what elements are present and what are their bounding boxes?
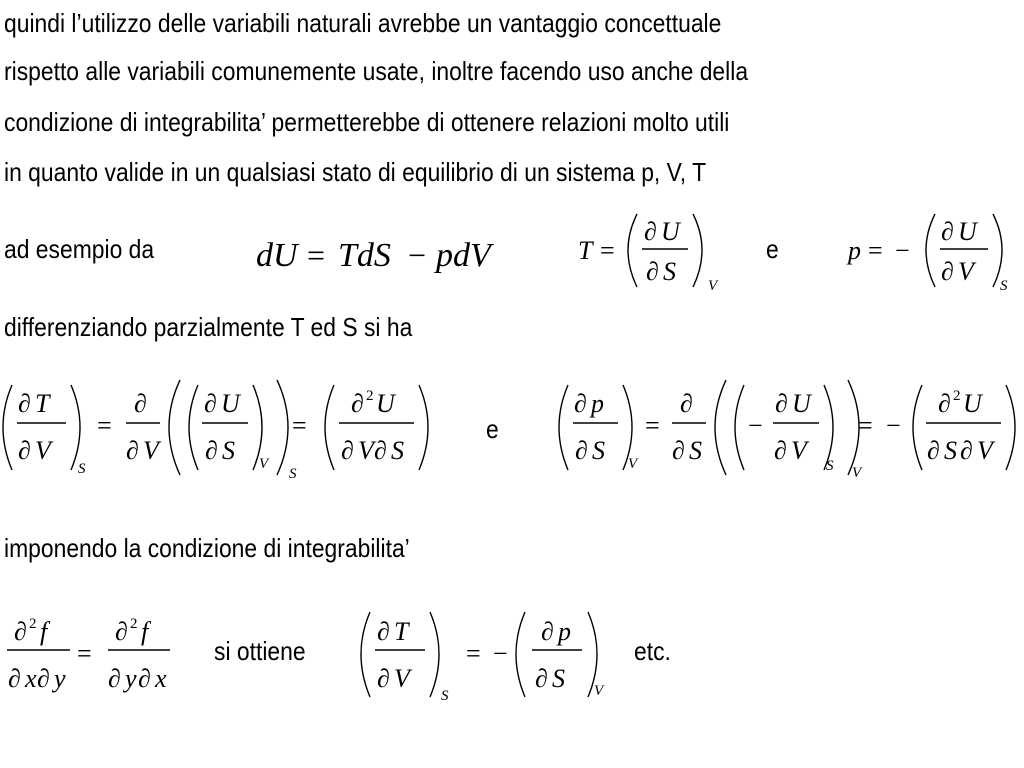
svg-text:∂: ∂	[204, 389, 217, 418]
svg-text:S: S	[663, 257, 676, 286]
svg-text:∂: ∂	[680, 389, 693, 418]
svg-text:y: y	[54, 664, 66, 693]
svg-text:−: −	[895, 236, 910, 265]
svg-text:S: S	[944, 436, 957, 465]
svg-text:2: 2	[130, 616, 138, 632]
svg-text:∂: ∂	[377, 664, 390, 693]
svg-text:p: p	[848, 236, 861, 265]
equation-integrability	[7, 616, 170, 693]
svg-text:V: V	[358, 436, 374, 465]
svg-text:T: T	[578, 236, 593, 265]
svg-text:∂: ∂	[941, 257, 954, 286]
svg-text:=: =	[292, 411, 307, 440]
svg-text:2: 2	[29, 616, 37, 632]
svg-text:∂: ∂	[775, 389, 788, 418]
svg-text:V: V	[708, 278, 718, 294]
svg-text:x: x	[25, 664, 37, 693]
svg-text:∂: ∂	[126, 436, 139, 465]
svg-text:V: V	[958, 257, 974, 286]
svg-text:∂: ∂	[205, 436, 218, 465]
svg-text:∂: ∂	[37, 664, 50, 693]
svg-text:=: =	[307, 237, 326, 273]
svg-text:∂: ∂	[941, 217, 954, 246]
svg-text:∂: ∂	[138, 664, 151, 693]
equation-mixed-2	[559, 380, 1015, 481]
svg-text:S: S	[78, 461, 86, 477]
svg-text:=: =	[868, 236, 883, 265]
svg-text:T: T	[35, 389, 50, 418]
svg-text:V: V	[259, 456, 269, 472]
svg-text:U: U	[221, 389, 240, 418]
svg-text:−: −	[748, 411, 763, 440]
svg-text:U: U	[963, 389, 982, 418]
svg-text:∂: ∂	[8, 664, 21, 693]
svg-text:S: S	[391, 436, 404, 465]
svg-text:y: y	[125, 664, 137, 693]
svg-text:S: S	[689, 436, 702, 465]
svg-text:p: p	[558, 617, 571, 646]
svg-text:=: =	[466, 639, 481, 668]
obtain-text: si ottiene	[214, 636, 306, 666]
connector-e-2: e	[486, 414, 499, 444]
svg-text:∂: ∂	[18, 389, 31, 418]
connector-e-1: e	[766, 234, 779, 264]
svg-text:∂: ∂	[377, 617, 390, 646]
imposing-text: imponendo la condizione di integrabilita’	[4, 533, 410, 563]
differentiating-text: differenziando parzialmente T ed S si ha	[4, 312, 413, 342]
svg-text:∂: ∂	[341, 436, 354, 465]
svg-text:∂: ∂	[672, 436, 685, 465]
svg-text:x: x	[155, 664, 167, 693]
svg-text:U: U	[661, 217, 680, 246]
svg-text:∂: ∂	[351, 389, 364, 418]
svg-text:f: f	[141, 617, 149, 646]
svg-text:2: 2	[953, 388, 961, 404]
svg-text:=: =	[77, 639, 92, 668]
svg-text:V: V	[852, 465, 862, 481]
text-line-3: condizione di integrabilita’ permetterebbe di ottenere relazioni molto utili	[4, 107, 730, 137]
equation-p	[846, 214, 1008, 294]
equation-du	[256, 237, 495, 274]
equation-result	[361, 612, 605, 704]
etc-text: etc.	[634, 636, 671, 666]
svg-text:V: V	[628, 456, 638, 472]
example-label: ad esempio da	[4, 234, 155, 264]
equation-mixed-1	[3, 380, 428, 482]
svg-text:T: T	[394, 617, 409, 646]
svg-text:∂: ∂	[774, 436, 787, 465]
svg-text:V: V	[35, 436, 51, 465]
text-line-1: quindi l’utilizzo delle variabili naturali avrebbe un vantaggio concettuale	[4, 8, 722, 38]
svg-text:S: S	[826, 458, 834, 474]
svg-text:V: V	[394, 664, 410, 693]
svg-text:−: −	[493, 639, 508, 668]
svg-text:pdV: pdV	[436, 237, 491, 274]
svg-text:2: 2	[366, 388, 374, 404]
svg-text:S: S	[289, 466, 297, 482]
svg-text:∂: ∂	[644, 217, 657, 246]
svg-text:V: V	[594, 683, 604, 699]
svg-text:−: −	[886, 411, 901, 440]
svg-text:dU: dU	[256, 237, 298, 274]
svg-text:TdS: TdS	[338, 237, 391, 274]
svg-text:∂: ∂	[927, 436, 940, 465]
svg-text:S: S	[441, 688, 449, 704]
svg-text:∂: ∂	[535, 664, 548, 693]
svg-text:∂: ∂	[574, 389, 587, 418]
svg-text:∂: ∂	[14, 617, 27, 646]
svg-text:=: =	[858, 411, 873, 440]
equation-t	[578, 214, 719, 294]
text-line-4: in quanto valide in un qualsiasi stato di equilibrio di un sistema p, V, T	[4, 157, 707, 187]
svg-text:V: V	[977, 436, 993, 465]
svg-text:p: p	[591, 389, 604, 418]
svg-text:f: f	[40, 617, 48, 646]
svg-text:∂: ∂	[646, 257, 659, 286]
svg-text:U: U	[958, 217, 977, 246]
svg-text:∂: ∂	[108, 664, 121, 693]
svg-text:=: =	[97, 411, 112, 440]
svg-text:∂: ∂	[541, 617, 554, 646]
svg-text:S: S	[222, 436, 235, 465]
text-line-2: rispetto alle variabili comunemente usate, inoltre facendo uso anche della	[4, 56, 749, 86]
svg-text:V: V	[143, 436, 159, 465]
svg-text:∂: ∂	[575, 436, 588, 465]
svg-text:∂: ∂	[960, 436, 973, 465]
svg-text:=: =	[645, 411, 660, 440]
svg-text:∂: ∂	[115, 617, 128, 646]
svg-text:U: U	[792, 389, 811, 418]
svg-text:S: S	[552, 664, 565, 693]
svg-text:V: V	[791, 436, 807, 465]
svg-text:=: =	[600, 236, 615, 265]
svg-text:∂: ∂	[18, 436, 31, 465]
svg-text:S: S	[592, 436, 605, 465]
svg-text:∂: ∂	[938, 389, 951, 418]
svg-text:−: −	[408, 237, 427, 273]
svg-text:S: S	[1000, 278, 1008, 294]
svg-text:U: U	[376, 389, 395, 418]
svg-text:∂: ∂	[134, 389, 147, 418]
svg-text:∂: ∂	[374, 436, 387, 465]
